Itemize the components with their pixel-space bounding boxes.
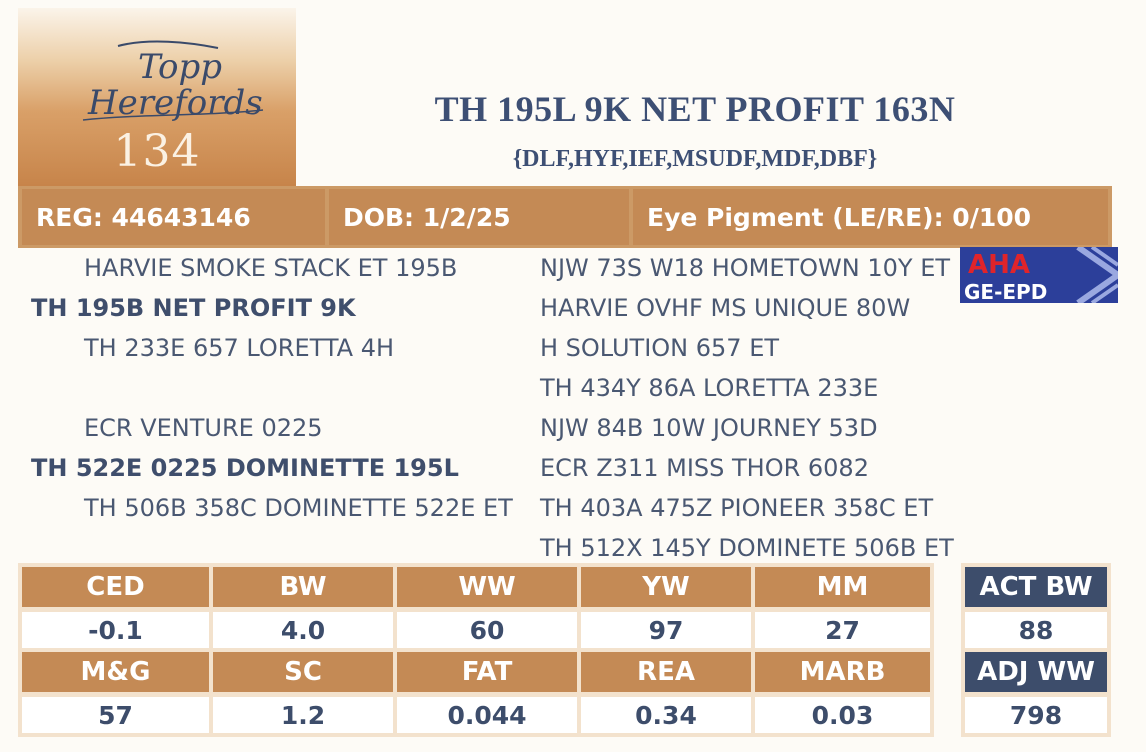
epd-header: MM	[755, 567, 930, 607]
epd-header: CED	[22, 567, 209, 607]
sire-dam-sire: H SOLUTION 657 ET	[540, 334, 780, 362]
epd-value: 4.0	[213, 612, 393, 648]
genetic-traits: {DLF,HYF,IEF,MSUDF,MDF,DBF}	[512, 146, 878, 172]
epd-header-row-1	[22, 567, 930, 607]
dam-sire-dam: ECR Z311 MISS THOR 6082	[540, 454, 869, 482]
epd-header: YW	[581, 567, 751, 607]
epd-header-row-2	[22, 652, 930, 692]
sire: TH 195B NET PROFIT 9K	[31, 294, 356, 322]
epd-value-row-2	[22, 697, 930, 733]
epd-value: 0.044	[397, 697, 577, 733]
lot-number: 134	[113, 126, 201, 177]
epd-header: BW	[213, 567, 393, 607]
badge-line2: GE-EPD	[964, 280, 1048, 303]
dam-sire: ECR VENTURE 0225	[84, 414, 323, 442]
epd-table	[18, 563, 934, 737]
epd-value: 1.2	[213, 697, 393, 733]
sire-dam-dam: TH 434Y 86A LORETTA 233E	[540, 374, 879, 402]
date-of-birth: DOB: 1/2/25	[329, 189, 629, 245]
sire-sire-sire: NJW 73S W18 HOMETOWN 10Y ET	[540, 254, 951, 282]
epd-header: FAT	[397, 652, 577, 692]
epd-value-row-1	[22, 612, 930, 648]
epd-value: 0.03	[755, 697, 930, 733]
sire-dam: TH 233E 657 LORETTA 4H	[84, 334, 395, 362]
epd-header: REA	[581, 652, 751, 692]
sire-sire-dam: HARVIE OVHF MS UNIQUE 80W	[540, 294, 911, 322]
badge-line1: AHA	[968, 250, 1031, 280]
info-bar	[18, 186, 1112, 248]
dam-dam-sire: TH 403A 475Z PIONEER 358C ET	[540, 494, 934, 522]
epd-value: 57	[22, 697, 209, 733]
dam-dam: TH 506B 358C DOMINETTE 522E ET	[84, 494, 513, 522]
logo-line2: Herefords	[88, 83, 263, 123]
dam-dam-dam: TH 512X 145Y DOMINETE 506B ET	[540, 534, 954, 562]
epd-value: -0.1	[22, 612, 209, 648]
registration-number: REG: 44643146	[22, 189, 325, 245]
epd-header: SC	[213, 652, 393, 692]
aha-ge-epd-badge	[960, 247, 1118, 303]
epd-value: 0.34	[581, 697, 751, 733]
topp-herefords-logo	[78, 36, 268, 126]
epd-value: 27	[755, 612, 930, 648]
aha-badge-graphic	[960, 247, 1118, 303]
actual-weights-table	[961, 563, 1111, 737]
sire-sire: HARVIE SMOKE STACK ET 195B	[84, 254, 458, 282]
dam-sire-sire: NJW 84B 10W JOURNEY 53D	[540, 414, 878, 442]
epd-value: 60	[397, 612, 577, 648]
act-bw-header: ACT BW	[965, 567, 1107, 607]
epd-header: M&G	[22, 652, 209, 692]
animal-name: TH 195L 9K NET PROFIT 163N	[434, 89, 956, 129]
epd-header: WW	[397, 567, 577, 607]
act-bw-value: 88	[965, 612, 1107, 648]
dam: TH 522E 0225 DOMINETTE 195L	[31, 454, 459, 482]
epd-value: 97	[581, 612, 751, 648]
epd-header: MARB	[755, 652, 930, 692]
adj-ww-value: 798	[965, 697, 1107, 733]
adj-ww-header: ADJ WW	[965, 652, 1107, 692]
eye-pigment: Eye Pigment (LE/RE): 0/100	[633, 189, 1108, 245]
ranch-logo-block	[18, 8, 296, 186]
logo-line1: Topp	[138, 47, 223, 87]
